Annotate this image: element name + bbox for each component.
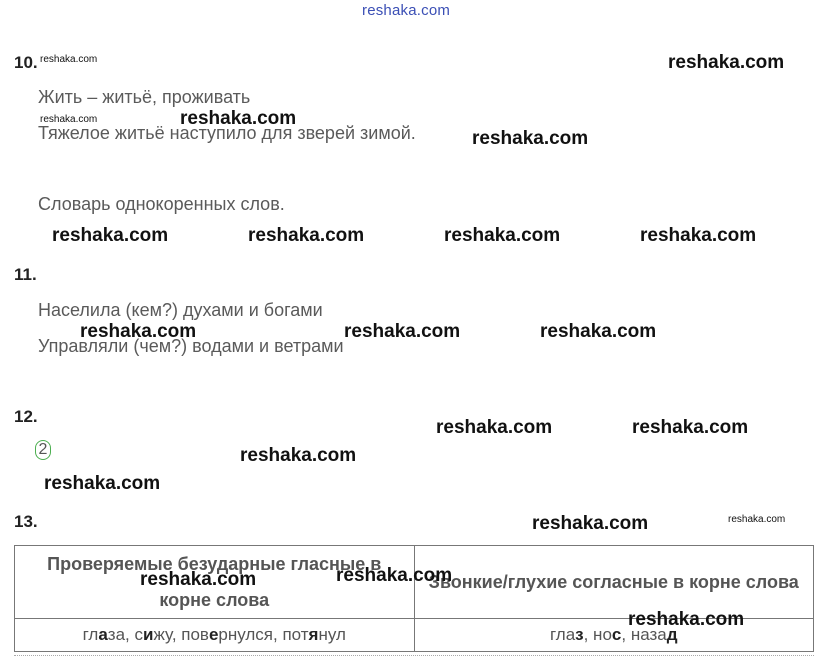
table-header-vowels: Проверяемые безударные гласные в корне слова <box>15 546 415 619</box>
table-header-consonants: Звонкие/глухие согласные в корне слова <box>414 546 814 619</box>
watermark: reshaka.com <box>472 128 589 149</box>
answer-circle: 2 <box>35 440 51 460</box>
watermark: reshaka.com <box>632 417 749 438</box>
task-10-number: 10. <box>14 53 38 72</box>
watermark: reshaka.com <box>44 473 161 494</box>
task-11-line-1: Населила (кем?) духами и богами <box>38 300 323 320</box>
watermark: reshaka.com <box>336 565 453 586</box>
watermark-small: reshaka.com <box>40 114 98 125</box>
watermark-small: reshaka.com <box>40 54 98 65</box>
table-cell-consonants: глаз, нос, назад <box>414 619 814 652</box>
watermark: reshaka.com <box>444 225 561 246</box>
header-watermark: reshaka.com <box>362 2 451 19</box>
watermark: reshaka.com <box>52 225 169 246</box>
task-13-number: 13. <box>14 512 38 531</box>
watermark: reshaka.com <box>668 52 785 73</box>
table-cell-vowels: глаза, сижу, повернулся, потянул <box>15 619 415 652</box>
watermark-small: reshaka.com <box>728 514 786 525</box>
task-11-number: 11. <box>14 265 37 284</box>
watermark: reshaka.com <box>80 321 197 342</box>
task-13-table <box>14 545 814 652</box>
task-12-number: 12. <box>14 407 38 426</box>
task-12-answer <box>35 440 51 460</box>
task-10-line-1: Жить – житьё, проживать <box>38 87 251 107</box>
watermark: reshaka.com <box>140 569 257 590</box>
task-10-line-2: Тяжелое житьё наступило для зверей зимой. <box>38 123 416 143</box>
watermark: reshaka.com <box>240 445 357 466</box>
watermark: reshaka.com <box>628 609 745 630</box>
watermark: reshaka.com <box>436 417 553 438</box>
task-11-line-2: Управляли (чем?) водами и ветрами <box>38 336 344 356</box>
watermark: reshaka.com <box>640 225 757 246</box>
watermark: reshaka.com <box>540 321 657 342</box>
watermark: reshaka.com <box>532 513 649 534</box>
table-bottom-edge <box>14 655 814 656</box>
watermark: reshaka.com <box>180 108 297 129</box>
task-10-line-3: Словарь однокоренных слов. <box>38 194 285 214</box>
watermark: reshaka.com <box>248 225 365 246</box>
watermark: reshaka.com <box>344 321 461 342</box>
